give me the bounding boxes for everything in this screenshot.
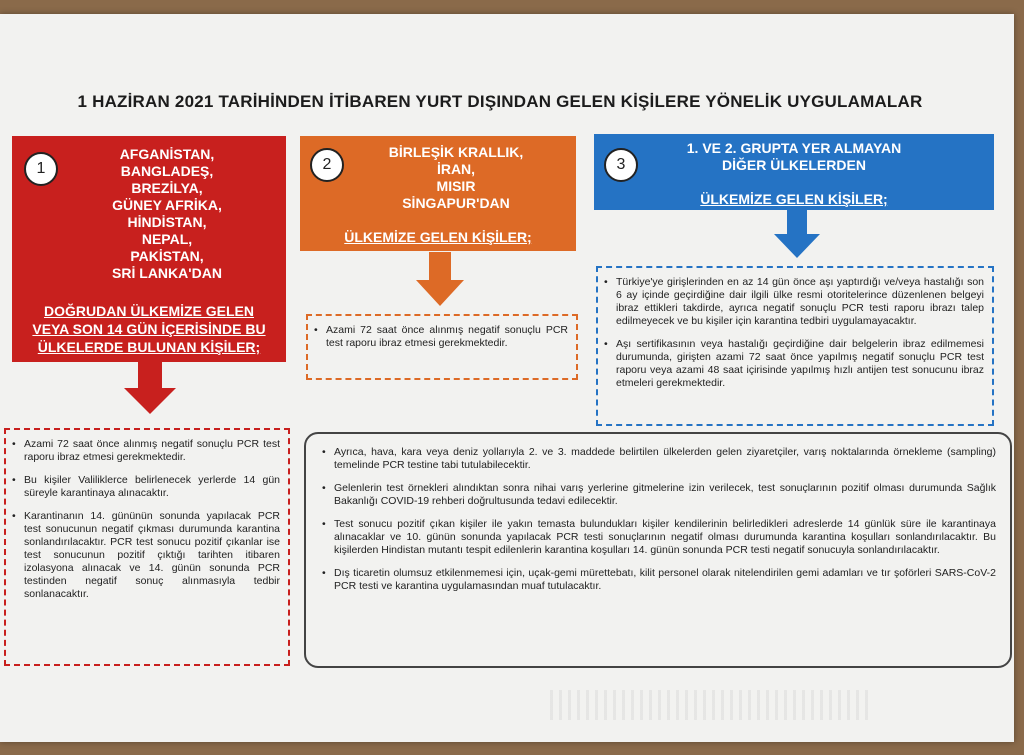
country: BİRLEŞİK KRALLIK, xyxy=(388,144,524,160)
group-2-arrow-icon xyxy=(416,252,464,306)
group-3-rules xyxy=(596,266,994,426)
country: SİNGAPUR'DAN xyxy=(402,195,510,211)
country: PAKİSTAN, xyxy=(130,248,204,264)
country: DİĞER ÜLKELERDEN xyxy=(722,157,866,173)
rule-item: • Gelenlerin test örnekleri alındıktan sonra nihai varış yerlerine gitmelerine izin verilecek, test sonuçlarının pozitif olması durumunda Sağlık Bakanlığı COVID-19 rehberi doğrultusunda tedavi edilecektir. xyxy=(320,482,996,508)
country: GÜNEY AFRİKA, xyxy=(112,197,222,213)
rule-item: • Karantinanın 14. gününün sonunda yapılacak PCR test sonucunun negatif çıkması durumunda karantina sonlandırılacaktır. PCR test sonucu pozitif çıkanlar ise test sonucunun pozitif çıktığı tarihten itibaren izolasyona alınacak ve 14. günün sonunda PCR testinden negatif sonuç alınmasıyla tedbir sonlanacaktır. xyxy=(10,510,280,601)
country: HİNDİSTAN, xyxy=(127,214,207,230)
group-1-rules xyxy=(4,428,290,666)
country: SRİ LANKA'DAN xyxy=(112,265,222,281)
general-rules xyxy=(304,432,1012,668)
rule-item: • Türkiye'ye girişlerinden en az 14 gün önce aşı yaptırdığı ve/veya hastalığı son 6 ay içinde geçirdiğine dair ilgili ülke resmi otoritelerince düzenlenen belgeyi ibraz ettikleri takdirde, ayrıca negatif sonuçlu PCR testi raporu ibrazı talep edilmeyecek ve bu kişiler için karantina tedbiri uygulamayacaktır. xyxy=(602,276,984,328)
print-artifact xyxy=(550,690,870,720)
group-3-number: 3 xyxy=(604,148,638,182)
group-3-countries xyxy=(654,140,934,174)
rule-item: • Dış ticaretin olumsuz etkilenmemesi için, uçak-gemi mürettebatı, kilit personel olarak nitelendirilen gemi adamları ve tır şoförleri SARS-CoV-2 PCR testi ve karantina uygulamasından muaf tutulacaktır. xyxy=(320,567,996,593)
country: 1. VE 2. GRUPTA YER ALMAYAN xyxy=(686,140,902,156)
group-2-rules xyxy=(306,314,578,380)
rule-item: • Aşı sertifikasının veya hastalığı geçirdiğine dair belgelerin ibraz edilmemesi durumunda, girişten azami 72 saat önce yapılmış negatif sonuçlu PCR test raporu veya azami 48 saat içirisinde yapılmış hızlı antijen test sonucunu ibraz etmeleri gerekmektedir. xyxy=(602,338,984,390)
group-1-subtitle: DOĞRUDAN ÜLKEMİZE GELEN VEYA SON 14 GÜN İÇERİSİNDE BU ÜLKELERDE BULUNAN KİŞİLER; xyxy=(32,303,266,355)
country: NEPAL, xyxy=(141,231,193,247)
group-1-number: 1 xyxy=(24,152,58,186)
group-1-header xyxy=(12,136,286,362)
rule-item: • Bu kişiler Valiliklerce belirlenecek yerlerde 14 gün süreyle karantinaya alınacaktır. xyxy=(10,474,280,500)
group-2-header xyxy=(300,136,576,251)
group-2-number: 2 xyxy=(310,148,344,182)
rule-item: • Azami 72 saat önce alınmış negatif sonuçlu PCR test raporu ibraz etmesi gerekmektedir. xyxy=(312,324,568,350)
rule-item: • Azami 72 saat önce alınmış negatif sonuçlu PCR test raporu ibraz etmesi gerekmektedir. xyxy=(10,438,280,464)
group-1-arrow-icon xyxy=(124,362,176,414)
group-2-subtitle: ÜLKEMİZE GELEN KİŞİLER; xyxy=(344,229,532,245)
country: İRAN, xyxy=(436,161,476,177)
rule-item: • Test sonucu pozitif çıkan kişiler ile yakın temasta bulundukları kişiler kendilerinin belirledikleri adreslerde 14 günlük süre ile karantinaya alınacaklar ve 10. günün sonunda yapılacak PCR testi sonuçlarının negatif olması durumunda karantina koşulları sonlandırılacaktır. Bu kişilerden Hindistan mutantı tespit edilenlerin karantina koşulları 14. günün sonunda PCR testi negatif sonucuyla sonlandırılacaktır. xyxy=(320,518,996,557)
group-3-subtitle: ÜLKEMİZE GELEN KİŞİLER; xyxy=(700,191,888,207)
rule-item: • Ayrıca, hava, kara veya deniz yollarıyla 2. ve 3. maddede belirtilen ülkelerden gelen ziyaretçiler, varış noktalarında örnekleme (sampling) temelinde PCR testine tabi tutulabilecektir. xyxy=(320,446,996,472)
group-2-countries xyxy=(356,144,556,212)
country: BREZİLYA, xyxy=(131,180,203,196)
country: AFGANİSTAN, xyxy=(119,146,215,162)
page-title: 1 HAZİRAN 2021 TARİHİNDEN İTİBAREN YURT DIŞINDAN GELEN KİŞİLERE YÖNELİK UYGULAMALAR xyxy=(77,92,923,111)
country: MISIR xyxy=(436,178,476,194)
group-1-countries xyxy=(72,146,262,282)
group-3-arrow-icon xyxy=(774,210,820,258)
group-3-header xyxy=(594,134,994,210)
country: BANGLADEŞ, xyxy=(120,163,214,179)
